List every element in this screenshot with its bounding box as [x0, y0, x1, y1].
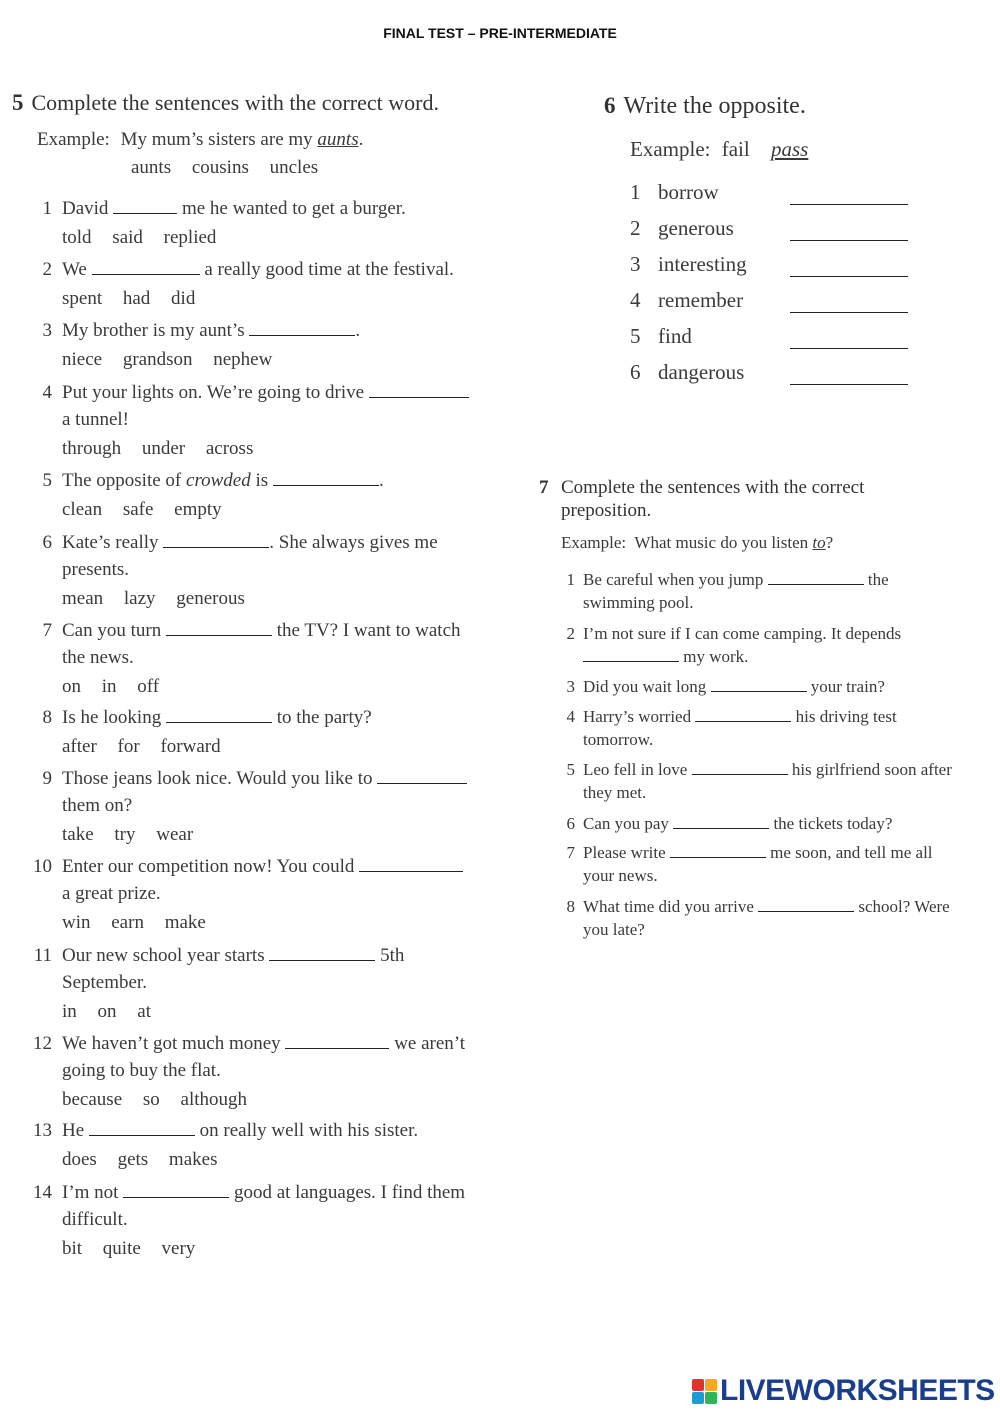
- question-text: My brother is my aunt’s: [62, 320, 245, 341]
- question-number: 5: [42, 470, 52, 491]
- question-number: 10: [33, 856, 52, 877]
- answer-options: in on at: [62, 1001, 151, 1022]
- question-number: 4: [42, 382, 52, 403]
- question-text: September.: [62, 972, 147, 993]
- answer-blank[interactable]: [359, 857, 463, 872]
- answer-blank[interactable]: [273, 471, 379, 486]
- s5-question-1: [42, 195, 406, 251]
- item-word: dangerous: [658, 360, 745, 384]
- question-text: his driving test: [795, 707, 897, 726]
- question-text: I’m not sure if I can come camping. It depends: [583, 624, 902, 643]
- question-text: Our new school year starts: [62, 945, 265, 966]
- question-text: Can you pay: [583, 814, 669, 833]
- question-number: 1: [42, 198, 52, 219]
- question-number: 4: [566, 707, 575, 726]
- s5-question-12: [33, 1030, 466, 1113]
- question-number: 12: [33, 1033, 52, 1054]
- question-text: difficult.: [62, 1209, 128, 1230]
- s6-item-1: [630, 180, 719, 205]
- section-6-title: Write the opposite.: [623, 93, 806, 119]
- question-text: a really good time at the festival.: [204, 259, 454, 280]
- logo-mark-icon: [692, 1379, 717, 1404]
- question-text: me soon, and tell me all: [770, 843, 933, 862]
- question-text: Those jeans look nice. Would you like to: [62, 768, 373, 789]
- s5-question-11: [33, 942, 405, 1025]
- answer-blank[interactable]: [692, 762, 788, 775]
- s5-question-4: [42, 379, 469, 462]
- question-text: a great prize.: [62, 883, 161, 904]
- question-text: Can you turn: [62, 620, 162, 641]
- s6-item-5: [630, 324, 692, 349]
- answer-blank[interactable]: [92, 260, 200, 275]
- answer-blank[interactable]: [790, 334, 908, 349]
- question-number: 2: [566, 624, 575, 643]
- page-title: FINAL TEST – PRE-INTERMEDIATE: [383, 25, 617, 41]
- question-text: Is he looking: [62, 707, 162, 728]
- answer-options: told said replied: [62, 227, 217, 248]
- s5-question-6: [42, 529, 438, 612]
- answer-options: does gets makes: [62, 1149, 218, 1170]
- question-number: 14: [33, 1182, 52, 1203]
- question-text: . She always gives me: [269, 532, 438, 553]
- example-sentence: What music do you listen: [634, 533, 809, 552]
- answer-options: clean safe empty: [62, 499, 222, 520]
- s5-question-14: [33, 1179, 466, 1262]
- answer-blank[interactable]: [583, 649, 679, 662]
- question-text: my work.: [683, 647, 749, 666]
- s6-item-4: [630, 288, 743, 313]
- s6-item-3: [630, 252, 747, 277]
- answer-blank[interactable]: [369, 383, 469, 398]
- item-number: 6: [630, 360, 641, 384]
- s5-question-2: [42, 256, 454, 312]
- s7-question-6: [566, 812, 893, 835]
- question-number: 6: [42, 532, 52, 553]
- question-number: 9: [42, 768, 52, 789]
- s5-question-9: [42, 765, 467, 848]
- question-text: Kate’s really: [62, 532, 159, 553]
- section-7-title: Complete the sentences with the correct: [561, 477, 865, 498]
- answer-blank[interactable]: [790, 190, 908, 205]
- example-punct: ?: [825, 533, 834, 552]
- question-text: .: [378, 470, 384, 491]
- s5-question-10: [33, 853, 463, 936]
- answer-blank[interactable]: [790, 262, 908, 277]
- question-number: 7: [42, 620, 52, 641]
- question-text: the: [867, 570, 889, 589]
- question-number: 5: [566, 760, 575, 779]
- item-number: 3: [630, 252, 641, 276]
- answer-blank[interactable]: [790, 226, 908, 241]
- question-number: 3: [42, 320, 52, 341]
- question-text: your news.: [583, 866, 658, 885]
- question-number: 8: [566, 897, 575, 916]
- answer-options: on in off: [62, 676, 160, 697]
- s5-question-3: [42, 317, 361, 373]
- section-5-number: 5: [12, 90, 24, 115]
- question-text: the news.: [62, 647, 134, 668]
- question-text: me he wanted to get a burger.: [181, 198, 406, 219]
- question-text: a tunnel!: [62, 409, 130, 430]
- s6-item-2: [630, 216, 734, 241]
- question-text: Enter our competition now! You could: [62, 856, 355, 877]
- s7-question-1: [566, 568, 889, 614]
- section-6-number: 6: [604, 93, 616, 118]
- question-number: 6: [566, 814, 575, 833]
- question-text: is: [255, 470, 269, 491]
- answer-blank[interactable]: [758, 899, 854, 912]
- question-text-italic: crowded: [186, 470, 251, 491]
- question-text: to the party?: [276, 707, 372, 728]
- answer-blank[interactable]: [790, 298, 908, 313]
- example-label: Example:: [37, 129, 110, 150]
- question-text: We: [62, 259, 87, 280]
- answer-blank[interactable]: [670, 845, 766, 858]
- question-text: Put your lights on. We’re going to drive: [62, 382, 365, 403]
- item-word: borrow: [658, 180, 719, 204]
- question-text: good at languages. I find them: [233, 1182, 466, 1203]
- answer-blank[interactable]: [113, 199, 177, 214]
- section-5-heading: [12, 90, 439, 116]
- section-6-example: [630, 137, 808, 162]
- question-text: I’m not: [62, 1182, 119, 1203]
- question-text: on really well with his sister.: [199, 1120, 419, 1141]
- question-text: them on?: [62, 795, 133, 816]
- item-word: remember: [658, 288, 744, 312]
- question-text: What time did you arrive: [583, 897, 754, 916]
- answer-options: because so although: [62, 1089, 248, 1110]
- question-text: going to buy the flat.: [62, 1060, 221, 1081]
- answer-blank[interactable]: [249, 321, 355, 336]
- question-number: 3: [566, 677, 575, 696]
- question-text: the tickets today?: [773, 814, 893, 833]
- question-text: He: [62, 1120, 85, 1141]
- answer-blank[interactable]: [166, 621, 272, 636]
- item-word: interesting: [658, 252, 747, 276]
- question-text: tomorrow.: [583, 730, 654, 749]
- s7-question-5: [566, 758, 952, 804]
- example-word: fail: [721, 137, 750, 161]
- question-text: David: [62, 198, 109, 219]
- section-5-title: Complete the sentences with the correct word.: [31, 90, 439, 115]
- example-sentence: My mum’s sisters are my: [120, 129, 313, 150]
- answer-options: niece grandson nephew: [62, 349, 273, 370]
- answer-options: win earn make: [62, 912, 206, 933]
- answer-options: mean lazy generous: [62, 588, 245, 609]
- answer-options: take try wear: [62, 824, 194, 845]
- s5-question-7: [42, 617, 461, 700]
- s7-question-2: [566, 622, 902, 668]
- s7-question-4: [566, 705, 897, 751]
- s7-question-3: [566, 675, 885, 698]
- item-word: find: [658, 324, 692, 348]
- item-number: 4: [630, 288, 641, 312]
- question-number: 7: [566, 843, 575, 862]
- question-text: presents.: [62, 559, 130, 580]
- answer-blank[interactable]: [377, 769, 467, 784]
- item-number: 5: [630, 324, 641, 348]
- logo-text: LIVEWORKSHEETS: [720, 1374, 995, 1407]
- answer-options: after for forward: [62, 736, 221, 757]
- answer-blank[interactable]: [790, 370, 908, 385]
- example-answer: aunts: [317, 129, 359, 150]
- question-number: 2: [42, 259, 52, 280]
- item-number: 2: [630, 216, 641, 240]
- example-answer: pass: [770, 137, 809, 161]
- question-text: you late?: [583, 920, 645, 939]
- liveworksheets-logo: [692, 1374, 995, 1408]
- question-text: we aren’t: [394, 1033, 466, 1054]
- s5-question-8: [42, 704, 372, 760]
- answer-blank[interactable]: [285, 1034, 389, 1049]
- question-text: Did you wait long: [583, 677, 707, 696]
- question-number: 11: [33, 945, 52, 966]
- question-text: the TV? I want to watch: [276, 620, 461, 641]
- answer-blank[interactable]: [166, 708, 272, 723]
- section-5-example-options: aunts cousins uncles: [131, 157, 319, 178]
- s6-item-6: [630, 360, 744, 385]
- question-text: .: [355, 320, 361, 341]
- item-number: 1: [630, 180, 641, 204]
- question-text: swimming pool.: [583, 593, 694, 612]
- answer-blank[interactable]: [89, 1121, 195, 1136]
- s5-question-5: [42, 467, 384, 523]
- s7-question-8: [566, 895, 950, 941]
- answer-blank[interactable]: [768, 572, 864, 585]
- section-5-example: [37, 129, 363, 151]
- answer-blank[interactable]: [711, 679, 807, 692]
- item-word: generous: [658, 216, 734, 240]
- question-text: your train?: [810, 677, 885, 696]
- question-text: We haven’t got much money: [62, 1033, 281, 1054]
- question-text: Be careful when you jump: [583, 570, 764, 589]
- question-text: Leo fell in love: [583, 760, 688, 779]
- section-6-heading: [604, 93, 806, 120]
- question-text: The opposite of: [62, 470, 182, 491]
- question-text: Harry’s worried: [583, 707, 692, 726]
- question-text: they met.: [583, 783, 647, 802]
- section-7-example: [561, 533, 833, 553]
- section-7-title-cont: preposition.: [561, 500, 652, 521]
- section-7-number: 7: [539, 477, 549, 498]
- answer-options: spent had did: [62, 288, 196, 309]
- section-7-heading: [539, 476, 864, 522]
- example-answer: to: [812, 533, 826, 552]
- question-number: 1: [566, 570, 575, 589]
- question-number: 8: [42, 707, 52, 728]
- s7-question-7: [566, 841, 933, 887]
- example-label: Example:: [561, 533, 627, 552]
- example-label: Example:: [630, 137, 711, 161]
- question-text: Please write: [583, 843, 666, 862]
- answer-blank[interactable]: [123, 1183, 229, 1198]
- answer-blank[interactable]: [269, 946, 375, 961]
- answer-blank[interactable]: [695, 709, 791, 722]
- s5-question-13: [33, 1117, 419, 1173]
- answer-blank[interactable]: [673, 816, 769, 829]
- question-text: school? Were: [858, 897, 950, 916]
- answer-options: bit quite very: [62, 1238, 196, 1259]
- example-punct: .: [358, 129, 364, 150]
- question-text: his girlfriend soon after: [791, 760, 952, 779]
- question-text: 5th: [380, 945, 405, 966]
- question-number: 13: [33, 1120, 52, 1141]
- answer-blank[interactable]: [163, 533, 269, 548]
- answer-options: through under across: [62, 438, 254, 459]
